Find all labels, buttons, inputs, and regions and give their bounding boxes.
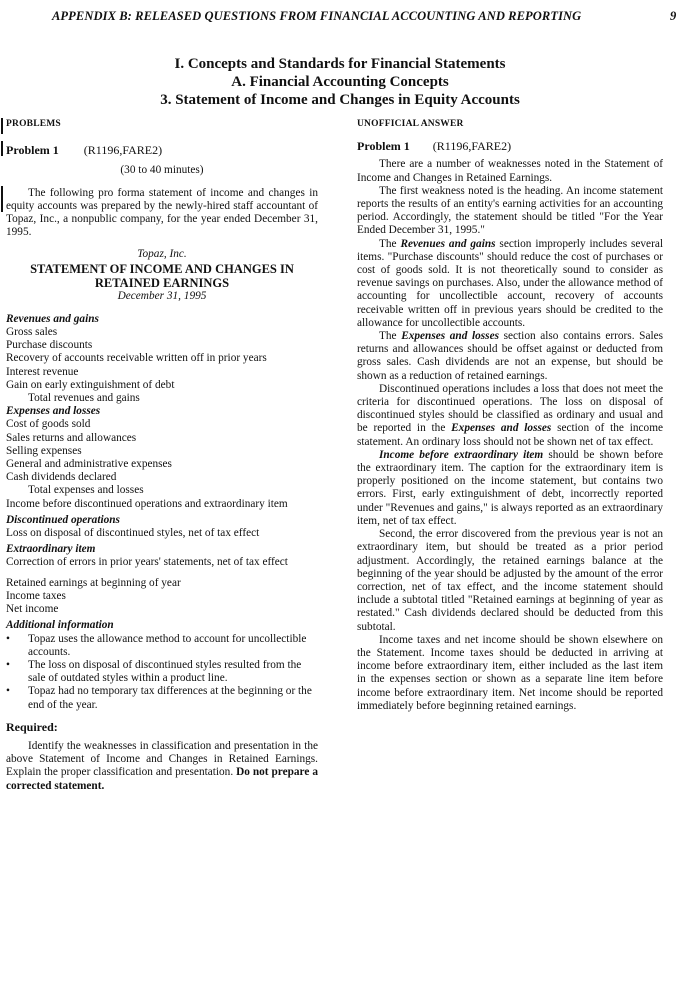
statement-line: Cost of goods sold [6,418,91,431]
title-line-1: I. Concepts and Standards for Financial Statements [174,56,506,72]
additional-info-heading: Additional information [6,619,114,632]
emphasis: Expenses and losses [451,422,552,435]
revenues-total: Total revenues and gains [28,392,140,405]
info-bullet: • Topaz uses the allowance method to account for uncollectible accounts. [6,633,318,659]
statement-title-2: RETAINED EARNINGS [94,275,230,290]
time-estimate: (30 to 40 minutes) [120,164,204,177]
required-label: Required: [6,719,58,734]
statement-line: Loss on disposal of discontinued styles, net of tax effect [6,527,260,540]
answer-paragraph [357,238,663,330]
problem-intro: The following pro forma statement of income and changes in equity accounts was prepared by the newly-hired staff accountant of Topaz, Inc., a nonpublic company, for the year ended December 31, 1995. [6,186,318,239]
text-run: section of the income statement. An ordinary loss should not be shown net of tax effect. [357,422,663,448]
problem-heading [6,144,318,157]
required-text-bold: Do not prepare a corrected statement. [6,766,318,792]
emphasis: Revenues and gains [400,237,496,250]
required-text-main: Identify the weaknesses in classification and presentation in the above Statement of Income and Changes in Retained Earnings. Explain the proper classification and presentation. [6,739,318,779]
text-run: should be shown before the extraordinary item. The caption for the extraordinary item is properly positioned on the income statement, but contains two errors. First, early extinguishment of debt, incorrectly reported under "Revenues and gains," is always reported as an extraordinary item, net of tax effect. [357,448,664,527]
statement-title-1: STATEMENT OF INCOME AND CHANGES IN [30,261,294,276]
extraordinary-line: Correction of errors in prior years' statements, net of tax effect [6,556,288,569]
text-run: section also contains errors. Sales returns and allowances should be offset against or deducted from gross sales. Cash dividends are not an expense, but should be shown as a reduction of retained earnings. [357,330,664,382]
statement-line: Purchase discounts [6,339,93,352]
problem-label: Problem 1 [6,143,59,158]
expenses-heading: Expenses and losses [6,405,101,418]
revenues-heading: Revenues and gains [6,312,99,325]
statement-line: Gain on early extinguishment of debt [6,378,175,391]
statement-line: Interest revenue [6,365,79,378]
answer-paragraph: Second, the error discovered from the previous year is not an extraordinary item, but should be treated as a prior period adjustment. Accordingly, the retained earnings balance at the beginning of the year should be adjusted by the amount of the error correction, net of tax effect, and the income statement should include a subtotal titled "Retained earnings at beginning of year as restated." Cash dividends declared should be deducted from this subtotal. [357,528,663,633]
title-line-3: 3. Statement of Income and Changes in Equity Accounts [160,92,520,108]
statement-line: Cash dividends declared [6,471,117,484]
unofficial-answer-label: UNOFFICIAL ANSWER [357,119,464,129]
statement-line: Sales returns and allowances [6,431,137,444]
margin-bar-3 [1,186,3,212]
margin-bar-1 [1,118,3,134]
text-run: The [379,237,401,250]
income-before-line: Income before discontinued operations and extraordinary item [6,497,288,510]
answer-paragraph [357,449,663,528]
statement-line: Gross sales [6,326,58,339]
info-bullet: • Topaz had no temporary tax differences at the beginning or the end of the year. [6,685,318,711]
answer-problem-heading [357,140,663,153]
statement-line: Retained earnings at beginning of year [6,576,181,589]
answer-paragraph: Income taxes and net income should be shown elsewhere on the Statement. Income taxes should be deducted in arriving at income before extraordinary item, either included as the last item in the expenses section or shown as a separate line item before income before extraordinary item. Net income should be reported immediately before beginning retained earnings. [357,633,663,712]
statement-line: Net income [6,603,59,616]
problem-column [6,118,318,793]
statement-line: Selling expenses [6,444,82,457]
statement-date: December 31, 1995 [117,289,207,302]
answer-problem-label: Problem 1 [357,139,410,154]
running-head-text: APPENDIX B: RELEASED QUESTIONS FROM FINANCIAL ACCOUNTING AND REPORTING [52,9,582,23]
statement-line: General and administrative expenses [6,458,172,471]
statement-line: Income taxes [6,589,66,602]
company-name: Topaz, Inc. [137,248,187,261]
emphasis: Income before extraordinary item [379,448,544,461]
text-run: section improperly includes several items. "Purchase discounts" should reduce the cost of purchases or cost of goods sold. It is not theoretically sound to consider as revenue savings on purchases. Also, under the allowance method of accounting for uncollectible account, recovery of accounts receivable written off in previous years should be credited to the allowance for uncollectible accounts. [357,237,663,329]
statement-line: Recovery of accounts receivable written off in prior years [6,352,267,365]
title-line-2: A. Financial Accounting Concepts [231,74,449,90]
answer-column [357,118,663,713]
answer-paragraph: There are a number of weaknesses noted in the Statement of Income and Changes in Retained Earnings. [357,158,663,184]
answer-problem-code: (R1196,FARE2) [432,139,512,154]
page-number: 9 [670,9,677,23]
discontinued-heading: Discontinued operations [6,513,120,526]
text-run: Discontinued operations includes a loss that does not meet the criteria for discontinued operations. The loss on disposal of discontinued styles should be classified as ordinary and usual and be reported in the [357,382,663,435]
info-bullet: • The loss on disposal of discontinued styles resulted from the sale of outdated styles within a product line. [6,659,318,685]
expenses-total: Total expenses and losses [28,484,144,497]
answer-paragraph [357,383,663,449]
required-text [6,740,318,793]
problems-label: PROBLEMS [6,119,61,129]
problem-code: (R1196,FARE2) [83,143,163,158]
margin-bar-2 [1,141,3,156]
answer-paragraph [357,330,663,383]
answer-paragraph: The first weakness noted is the heading. An income statement reports the results of an entity's earning activities for an accounting period. Accordingly, the statement should be titled "For the Year Ended December 31, 1995." [357,184,663,237]
section-titles [0,55,680,109]
text-run: The [379,330,402,343]
extraordinary-heading: Extraordinary item [6,543,96,556]
emphasis: Expenses and losses [401,330,499,343]
